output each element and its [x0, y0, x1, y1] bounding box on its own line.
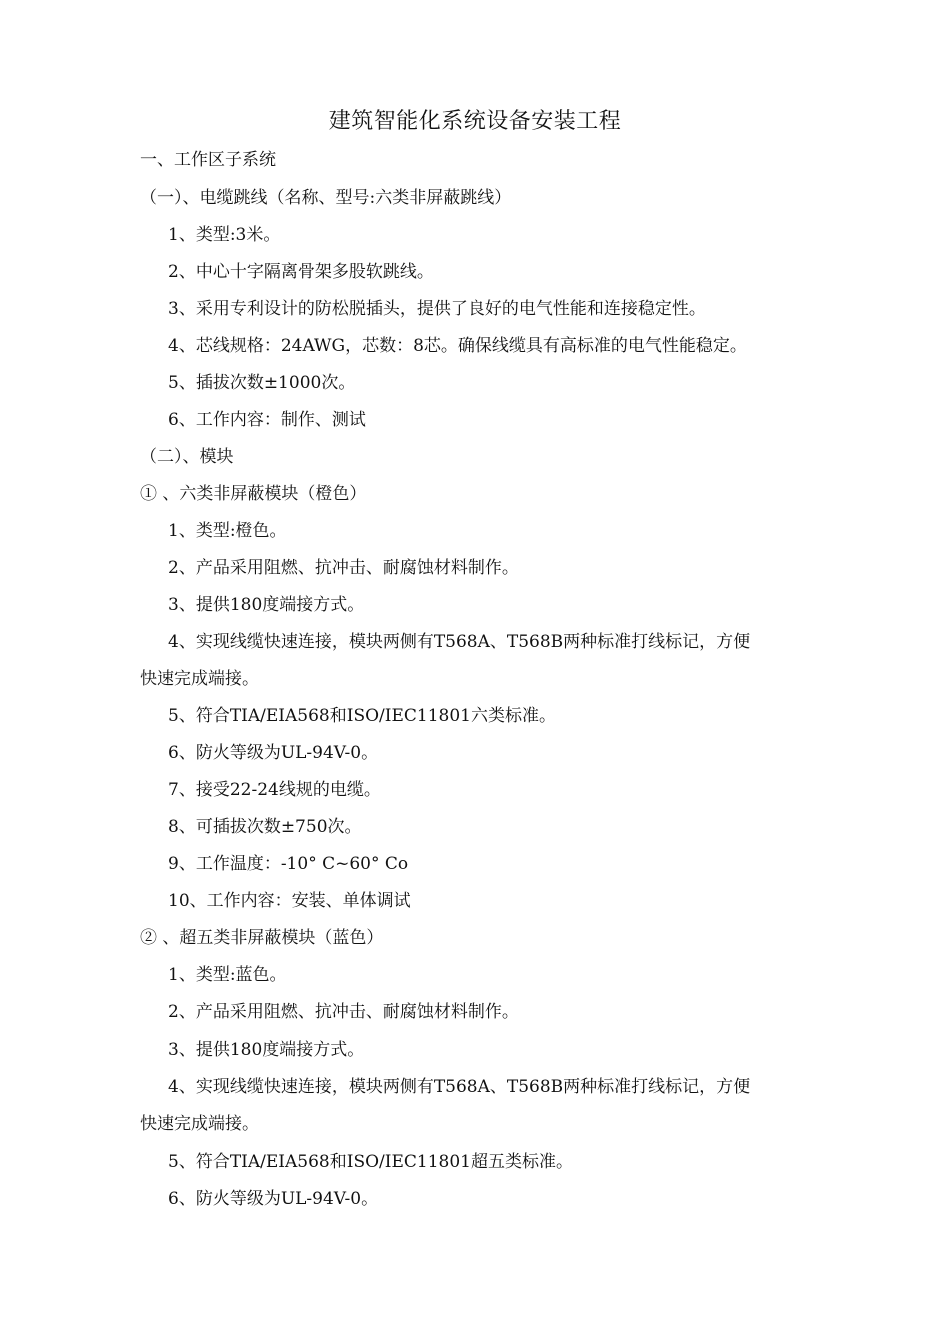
list-item: 1、类型:橙色。	[168, 521, 287, 541]
list-item: 5、符合TIA/EIA568和ISO/IEC11801六类标准。	[168, 706, 556, 726]
subsection-heading: （一）、电缆跳线（名称、型号:六类非屏蔽跳线）	[140, 188, 512, 208]
list-item: 9、工作温度：-10° C~60° Co	[168, 854, 409, 874]
subsection-heading: （二）、模块	[140, 447, 234, 467]
list-item: 1、类型:蓝色。	[168, 965, 287, 985]
list-item: 3、采用专利设计的防松脱插头，提供了良好的电气性能和连接稳定性。	[168, 299, 706, 319]
list-item: 2、产品采用阻燃、抗冲击、耐腐蚀材料制作。	[168, 1002, 519, 1022]
list-item: 5、符合TIA/EIA568和ISO/IEC11801超五类标准。	[168, 1152, 573, 1172]
item-heading: ① 、六类非屏蔽模块（橙色）	[140, 484, 367, 504]
list-item: 6、防火等级为UL-94V-0。	[168, 1189, 379, 1209]
list-item: 3、提供180度端接方式。	[168, 1040, 365, 1060]
list-item: 4、实现线缆快速连接，模块两侧有T568A、T568B两种标准打线标记，方便	[168, 632, 751, 652]
list-item: 1、类型:3米。	[168, 225, 281, 245]
item-heading: ② 、超五类非屏蔽模块（蓝色）	[140, 928, 384, 948]
list-item: 8、可插拔次数±750次。	[168, 817, 362, 837]
list-item: 2、产品采用阻燃、抗冲击、耐腐蚀材料制作。	[168, 558, 519, 578]
list-item: 6、防火等级为UL-94V-0。	[168, 743, 379, 763]
list-item-continuation: 快速完成端接。	[140, 1114, 259, 1134]
list-item: 2、中心十字隔离骨架多股软跳线。	[168, 262, 434, 282]
list-item: 7、接受22-24线规的电缆。	[168, 780, 381, 800]
list-item: 4、实现线缆快速连接，模块两侧有T568A、T568B两种标准打线标记，方便	[168, 1077, 751, 1097]
list-item: 5、插拔次数±1000次。	[168, 373, 356, 393]
section-heading: 一、工作区子系统	[140, 150, 276, 170]
list-item: 4、芯线规格：24AWG，芯数：8芯。确保线缆具有高标准的电气性能稳定。	[168, 336, 747, 356]
list-item: 6、工作内容：制作、测试	[168, 410, 366, 430]
list-item: 3、提供180度端接方式。	[168, 595, 365, 615]
list-item: 10、工作内容：安装、单体调试	[168, 891, 411, 911]
document-title: 建筑智能化系统设备安装工程	[328, 109, 622, 134]
list-item-continuation: 快速完成端接。	[140, 669, 259, 689]
